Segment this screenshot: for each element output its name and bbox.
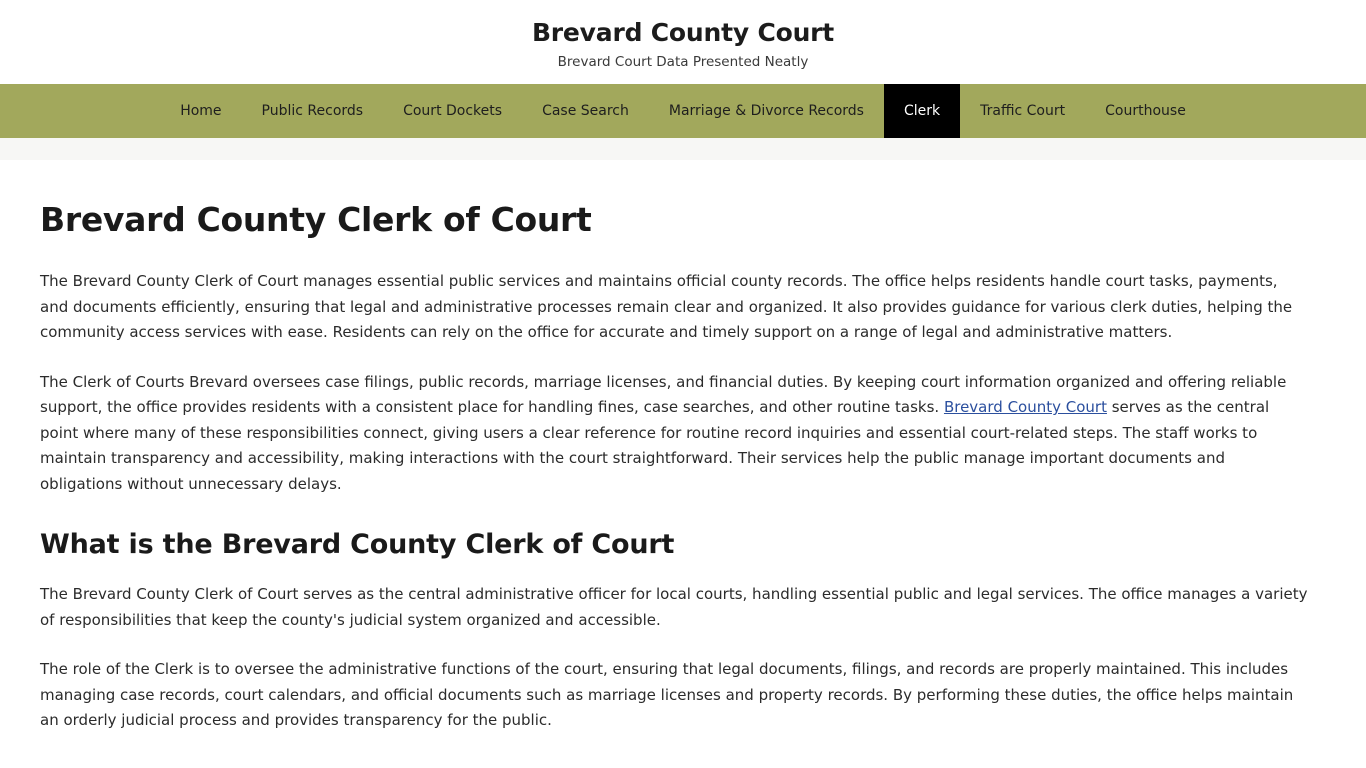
site-tagline: Brevard Court Data Presented Neatly <box>557 54 809 70</box>
role-paragraph: The role of the Clerk is to oversee the administrative functions of the court, ensuring that legal documents, filings, and records are properly maintained. This includes managing case records, court calendars, and official documents such as marriage licenses and property records. By performing these duties, the office helps maintain an orderly judicial process and provides transparency for the public. <box>40 660 1294 729</box>
nav-item-public-records[interactable]: Public Records <box>261 103 364 119</box>
overview-text-after-link: serves as the central point where many of these responsibilities connect, giving users a clear reference for routine record inquiries and essential court-related steps. The staff works to maintain transparency and accessibility, making interactions with the court straightforward. Their services help the public manage important documents and obligations without unnecessary delays. <box>40 398 1270 493</box>
nav-item-clerk[interactable]: Clerk <box>884 84 960 138</box>
main-content <box>0 160 1366 734</box>
overview-text-before-link: The Clerk of Courts Brevard oversees case filings, public records, marriage licenses, and financial duties. By keeping court information organized and offering reliable support, the office provides residents with a consistent place for handling fines, case searches, and other routine tasks. <box>40 372 1287 416</box>
nav-item-case-search[interactable]: Case Search <box>542 103 629 119</box>
site-title: Brevard County Court <box>531 18 835 47</box>
brevard-county-court-link[interactable]: Brevard County Court <box>943 398 1107 416</box>
nav-item-court-dockets[interactable]: Court Dockets <box>403 103 503 119</box>
nav-item-home[interactable]: Home <box>180 103 222 119</box>
nav-divider <box>0 138 1366 160</box>
overview-paragraph <box>40 370 1310 498</box>
site-header <box>0 0 1366 84</box>
main-navigation <box>0 84 1366 138</box>
nav-item-courthouse[interactable]: Courthouse <box>1105 103 1186 119</box>
nav-item-marriage-divorce-records[interactable]: Marriage & Divorce Records <box>668 103 864 119</box>
page-title: Brevard County Clerk of Court <box>40 200 592 239</box>
definition-paragraph: The Brevard County Clerk of Court serves as the central administrative officer for local courts, handling essential public and legal services. The office manages a variety of responsibilities that keep the county's judicial system organized and accessible. <box>40 585 1308 629</box>
intro-paragraph: The Brevard County Clerk of Court manages essential public services and maintains official county records. The office helps residents handle court tasks, payments, and documents efficiently, ensuring that legal and administrative processes remain clear and organized. It also provides guidance for various clerk duties, helping the community access services with ease. Residents can rely on the office for accurate and timely support on a range of legal and administrative matters. <box>40 272 1293 341</box>
section-title-what-is: What is the Brevard County Clerk of Court <box>40 529 675 560</box>
nav-item-traffic-court[interactable]: Traffic Court <box>980 103 1066 119</box>
